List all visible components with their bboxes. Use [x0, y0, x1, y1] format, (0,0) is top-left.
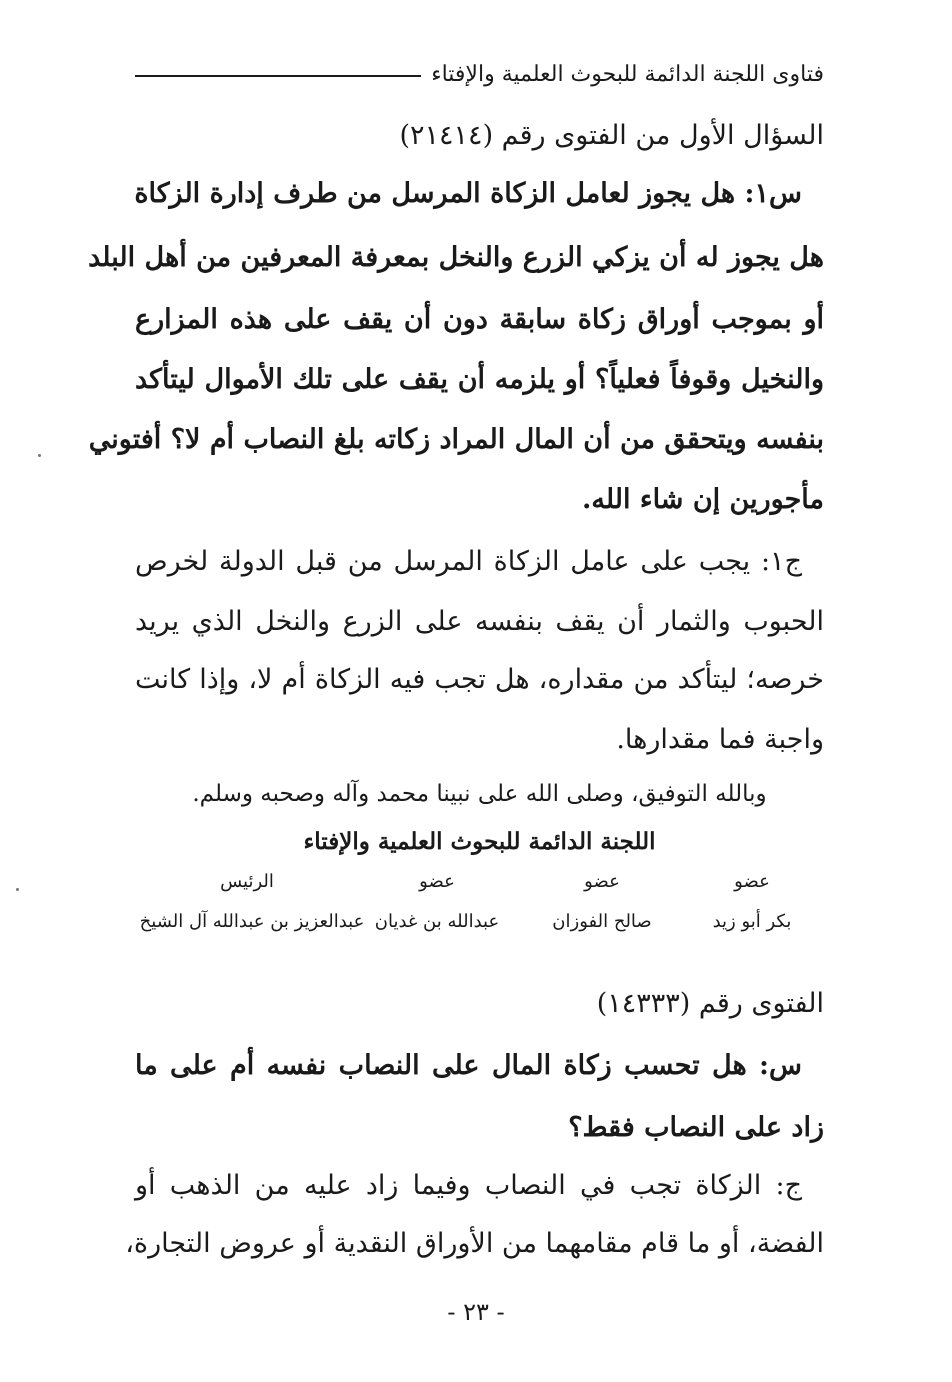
signatory-name: عبدالله بن غديان [374, 911, 500, 932]
signatory-name: صالح الفوزان [552, 911, 652, 932]
fatwa1-ref: السؤال الأول من الفتوى رقم (٢١٤١٤) [399, 120, 824, 151]
scan-speck [16, 888, 19, 891]
fatwa2-answer-line-2: الفضة، أو ما قام مقامهما من الأوراق النقدية أو عروض التجارة، [125, 1228, 824, 1259]
fatwa1-question-line-1: س١: هل يجوز لعامل الزكاة المرسل من طرف إدارة الزكاة [134, 178, 802, 209]
fatwa1-question-line-6: مأجورين إن شاء الله. [581, 484, 824, 515]
fatwa1-question-line-2: هل يجوز له أن يزكي الزرع والنخل بمعرفة المعرفين من أهل البلد [88, 242, 824, 273]
fatwa2-ref: الفتوى رقم (١٤٣٣٣) [596, 988, 824, 1019]
signatory-role: عضو [419, 871, 455, 892]
signatory-names [0, 906, 952, 938]
signatory-name: عبدالعزيز بن عبدالله آل الشيخ [139, 911, 365, 932]
committee-name: اللجنة الدائمة للبحوث العلمية والإفتاء [303, 828, 656, 855]
fatwa1-answer-line-1: ج١: يجب على عامل الزكاة المرسل من قبل الدولة لخرص [135, 546, 802, 577]
fatwa1-answer-line-2: الحبوب والثمار أن يقف بنفسه على الزرع والنخل الذي يريد [135, 606, 824, 637]
scan-speck [38, 454, 41, 457]
fatwa2-question-line-1: س: هل تحسب زكاة المال على النصاب نفسه أم على ما [135, 1050, 802, 1081]
fatwa1-question-line-5: بنفسه ويتحقق من أن المال المراد زكاته بلغ النصاب أم لا؟ أفتوني [88, 424, 824, 455]
signatory-roles [0, 866, 952, 898]
signatory-role: الرئيس [220, 871, 274, 892]
fatwa2-question-line-2: زاد على النصاب فقط؟ [568, 1112, 824, 1143]
closing-invocation: وبالله التوفيق، وصلى الله على نبينا محمد وآله وصحبه وسلم. [192, 781, 767, 807]
signatory-role: عضو [584, 871, 620, 892]
fatwa1-answer-line-4: واجبة فما مقدارها. [616, 724, 824, 755]
fatwa1-question-line-3: أو بموجب أوراق زكاة سابقة دون أن يقف على هذه المزارع [135, 304, 824, 335]
fatwa1-answer-line-3: خرصه؛ ليتأكد من مقداره، هل تجب فيه الزكاة أم لا، وإذا كانت [135, 664, 824, 695]
signatory-role: عضو [734, 871, 770, 892]
header-rule [135, 75, 421, 77]
fatwa1-question-line-4: والنخيل وقوفاً فعلياً؟ أو يلزمه أن يقف على تلك الأموال ليتأكد [135, 364, 824, 395]
page-number: - ٢٣ - [447, 1298, 505, 1326]
header-title: فتاوى اللجنة الدائمة للبحوث العلمية والإفتاء [431, 61, 824, 87]
fatwa2-answer-line-1: ج: الزكاة تجب في النصاب وفيما زاد عليه من الذهب أو [135, 1170, 802, 1201]
running-header [135, 56, 824, 92]
signatory-name: بكر أبو زيد [712, 911, 792, 932]
